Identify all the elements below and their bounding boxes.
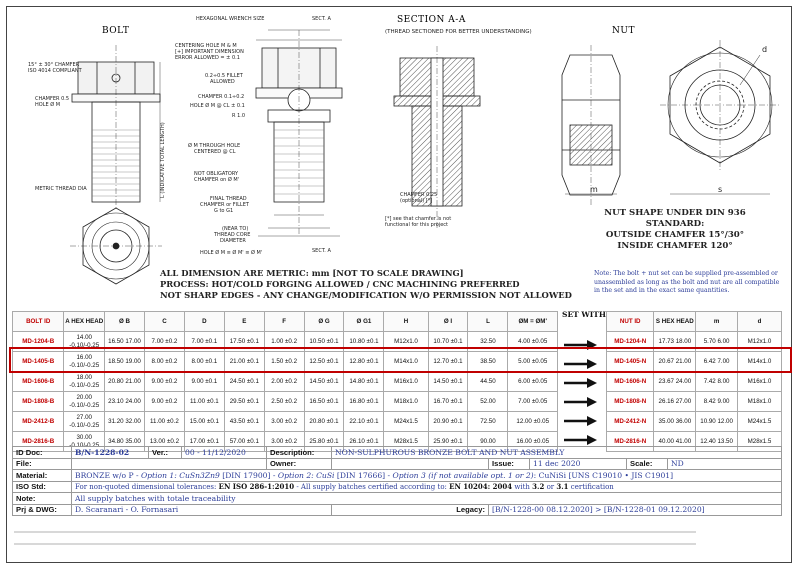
nut-id-cell: MD-1405-N bbox=[607, 352, 654, 372]
bolt-id-cell: MD-1405-B bbox=[13, 352, 64, 372]
bolt-table-cell: 24.50 ±0.1 bbox=[224, 372, 264, 392]
bolt-header-cell: Ø B bbox=[105, 312, 145, 332]
bolt-table-cell: 20.80 21.00 bbox=[105, 372, 145, 392]
sect-a-bottom-label: SECT. A bbox=[312, 248, 331, 254]
nut-table-cell: 8.42 9.00 bbox=[696, 392, 738, 412]
material-part: [DIN 17666] - bbox=[334, 470, 393, 480]
material-part: : CuNiSi [UNS C19010 • JIS C1901] bbox=[533, 470, 674, 480]
bolt-table-cell: 25.90 ±0.1 bbox=[428, 432, 468, 452]
bolt-table-cell: 18.00 -0.10/-0.25 bbox=[64, 372, 105, 392]
bolt-table-row bbox=[13, 412, 558, 432]
bolt-table-cell: 34.80 35.00 bbox=[105, 432, 145, 452]
note-edges: NOT SHARP EDGES - ANY CHANGE/MODIFICATION W/O PERMISSION NOT ALLOWED bbox=[160, 290, 572, 300]
bolt-table-cell: 26.10 ±0.1 bbox=[344, 432, 384, 452]
bolt-table-cell: 11.00 ±0.2 bbox=[144, 412, 184, 432]
nut-table-cell: M16x1.0 bbox=[737, 372, 781, 392]
material-value bbox=[72, 470, 782, 482]
centering-label: CENTERING HOLE M & M bbox=[175, 43, 237, 49]
nut-table-cell: 10.90 12.00 bbox=[696, 412, 738, 432]
chamfer025-label: CHAMFER 0.25 bbox=[400, 192, 438, 198]
iso-label: ISO Std: bbox=[13, 481, 72, 493]
legacy-value: [B/N-1228-00 08.12.2020] > [B/N-1228-01 09.12.2020] bbox=[489, 504, 782, 516]
bolt-table-cell: 8.00 ±0.2 bbox=[144, 352, 184, 372]
bolt-table-cell: M16x1.0 bbox=[384, 372, 428, 392]
bolt-table-cell: 44.50 bbox=[468, 372, 508, 392]
bolt-id-cell: MD-1204-B bbox=[13, 332, 64, 352]
chamfer05-label: CHAMFER 0.5 bbox=[35, 96, 70, 102]
bolt-table-cell: 72.50 bbox=[468, 412, 508, 432]
centered-label: CENTERED @ CL bbox=[194, 149, 236, 155]
bolt-table-header bbox=[13, 312, 558, 332]
bolt-table-cell: 2.50 ±0.2 bbox=[264, 392, 304, 412]
iso-part: 3.1 bbox=[556, 482, 569, 492]
bolt-header-cell: Ø G bbox=[304, 312, 344, 332]
bolt-table-cell: 16.70 ±0.1 bbox=[428, 392, 468, 412]
nut-side-view bbox=[562, 45, 620, 205]
bolt-table-cell: 11.00 ±0.1 bbox=[184, 392, 224, 412]
title-row-note bbox=[13, 493, 782, 505]
iso-part: certification bbox=[568, 483, 614, 492]
bolt-top-view bbox=[70, 208, 162, 284]
iso-part: 3.2 bbox=[532, 482, 545, 492]
dim-d-label: d bbox=[762, 45, 768, 54]
nut-shape-note bbox=[575, 208, 775, 252]
nut-table-header bbox=[607, 312, 782, 332]
bolt-table-cell: 1.50 ±0.2 bbox=[264, 352, 304, 372]
bolt-header-cell: H bbox=[384, 312, 428, 332]
diameter-label: DIAMETER bbox=[220, 238, 246, 244]
id-doc-value: B/N-1228-02 bbox=[72, 447, 149, 459]
bolt-table-cell: 7.00 ±0.2 bbox=[144, 332, 184, 352]
scale-value: ND bbox=[668, 458, 782, 470]
bolt-header-cell: D bbox=[184, 312, 224, 332]
bolt-table-cell: 9.00 ±0.2 bbox=[144, 392, 184, 412]
section-title: SECTION A-A bbox=[397, 15, 466, 25]
bolt-table-row bbox=[13, 372, 558, 392]
through-label: Ø M THROUGH HOLE bbox=[188, 143, 241, 149]
iso-part: EN ISO 286-1:2010 bbox=[218, 482, 295, 492]
iso-part: or bbox=[544, 483, 557, 492]
bolt-table-cell: 10.50 ±0.1 bbox=[304, 332, 344, 352]
right-arrow-icon bbox=[562, 411, 598, 421]
allowed-label: ALLOWED bbox=[210, 79, 235, 85]
bolt-id-cell: MD-2816-B bbox=[13, 432, 64, 452]
bolt-table-cell: 23.10 24.00 bbox=[105, 392, 145, 412]
optional-label: (optional) [*] bbox=[400, 198, 433, 204]
bolt-table-cell: 7.00 ±0.05 bbox=[508, 392, 558, 412]
nut-shape-line2: OUTSIDE CHAMFER 15°/30° bbox=[605, 230, 745, 240]
bolt-table-cell: 5.00 ±0.05 bbox=[508, 352, 558, 372]
nut-table-row bbox=[607, 412, 782, 432]
nut-table-cell: M14x1.0 bbox=[737, 352, 781, 372]
bolt-table-cell: 12.70 ±0.1 bbox=[428, 352, 468, 372]
iso-part: with bbox=[512, 483, 533, 492]
bolt-table-cell: 57.00 ±0.1 bbox=[224, 432, 264, 452]
note-metric: ALL DIMENSION ARE METRIC: mm [NOT TO SCALE DRAWING] bbox=[160, 268, 464, 278]
bolt-table-cell: 15.00 ±0.1 bbox=[184, 412, 224, 432]
bolt-table-cell: 2.00 ±0.2 bbox=[264, 372, 304, 392]
ver-label: Ver.: bbox=[149, 447, 182, 459]
material-part: Option 3 (if not available opt. 1 or 2) bbox=[392, 470, 534, 480]
highlighted-row-frame bbox=[9, 347, 792, 373]
bolt-table-cell: 90.00 bbox=[468, 432, 508, 452]
nut-table-cell: 23.67 24.00 bbox=[654, 372, 696, 392]
nut-table-cell: M28x1.5 bbox=[737, 432, 781, 452]
nut-shape-line1: NUT SHAPE UNDER DIN 936 STANDARD: bbox=[604, 208, 746, 229]
set-with-label: SET WITH bbox=[562, 310, 606, 319]
bolt-table-cell: 52.00 bbox=[468, 392, 508, 412]
thread-core-label: THREAD CORE bbox=[214, 232, 251, 238]
title-row-prj bbox=[13, 504, 782, 516]
bolt-table-cell: 8.00 ±0.1 bbox=[184, 352, 224, 372]
bolt-table-cell: 16.80 ±0.1 bbox=[344, 392, 384, 412]
nut-table-row bbox=[607, 372, 782, 392]
bolt-header-cell: L bbox=[468, 312, 508, 332]
fillet-label: 0.2÷0.5 FILLET bbox=[205, 73, 243, 79]
nut-shape-line3: INSIDE CHAMFER 120° bbox=[617, 241, 733, 251]
bolt-table-cell: 27.00 -0.10/-0.25 bbox=[64, 412, 105, 432]
bolt-table-cell: 30.00 -0.10/-0.25 bbox=[64, 432, 105, 452]
see-that-label: [*] see that chamfer is not bbox=[385, 216, 452, 222]
title-row-id bbox=[13, 447, 782, 459]
bolt-table-cell: 6.00 ±0.05 bbox=[508, 372, 558, 392]
nut-top-view bbox=[660, 40, 780, 194]
issue-value: 11 dec 2020 bbox=[530, 458, 627, 470]
nut-table-cell: 20.67 21.00 bbox=[654, 352, 696, 372]
nut-table-row bbox=[607, 392, 782, 412]
file-value bbox=[72, 458, 267, 470]
chamfer-fillet-label: CHAMFER or FILLET bbox=[200, 202, 249, 208]
nut-id-cell: MD-2816-N bbox=[607, 432, 654, 452]
bolt-table-cell: 16.50 17.00 bbox=[105, 332, 145, 352]
dim-s-label: s bbox=[718, 185, 723, 194]
nut-header-cell: NUT ID bbox=[607, 312, 654, 332]
scale-label: Scale: bbox=[627, 458, 668, 470]
note-value: All supply batches with totale traceability bbox=[72, 493, 782, 505]
bolt-table-cell: 14.80 ±0.1 bbox=[344, 372, 384, 392]
holeM-label: HOLE Ø M bbox=[35, 102, 61, 108]
bolt-id-cell: MD-1606-B bbox=[13, 372, 64, 392]
bolt-table-cell: 32.50 bbox=[468, 332, 508, 352]
material-part: Option 1: CuSn3Zn9 bbox=[140, 470, 220, 480]
iso-part: For non-quoted dimensional tolerances: bbox=[75, 483, 219, 492]
g-to-g1-label: G to G1 bbox=[214, 208, 234, 214]
nut-table-cell: M24x1.5 bbox=[737, 412, 781, 432]
right-arrow-icon bbox=[562, 335, 598, 345]
bolt-table-cell: 3.00 ±0.2 bbox=[264, 432, 304, 452]
hole-eq-label: HOLE Ø M ≡ Ø M' ≡ Ø M' bbox=[200, 250, 263, 256]
note-label: Note: bbox=[13, 493, 72, 505]
bolt-header-cell: BOLT ID bbox=[13, 312, 64, 332]
bolt-table-cell: 20.00 -0.10/-0.25 bbox=[64, 392, 105, 412]
material-part: [DIN 17900] - bbox=[219, 470, 278, 480]
file-label: File: bbox=[13, 458, 72, 470]
hole-cl-label: HOLE Ø M @ CL ± 0.1 bbox=[190, 103, 245, 109]
bolt-table-cell: 18.50 19.00 bbox=[105, 352, 145, 372]
bolt-table-cell: M28x1.5 bbox=[384, 432, 428, 452]
bolt-table bbox=[12, 311, 558, 452]
final-thread-label: FINAL THREAD bbox=[210, 196, 247, 202]
owner-value bbox=[332, 458, 489, 470]
material-part: BRONZE w/o P - bbox=[75, 470, 141, 480]
bolt-header-cell: A HEX HEAD bbox=[64, 312, 105, 332]
metric-thread-label: METRIC THREAD DIA bbox=[35, 186, 87, 192]
chamfer-small-label: CHAMFER 0.1÷0.2 bbox=[198, 94, 245, 100]
bolt-table-cell: 12.00 ±0.05 bbox=[508, 412, 558, 432]
nut-header-cell: m bbox=[696, 312, 738, 332]
nut-table-cell: 40.00 41.00 bbox=[654, 432, 696, 452]
bolt-table-cell: 12.80 ±0.1 bbox=[344, 352, 384, 372]
bolt-header-cell: E bbox=[224, 312, 264, 332]
desc-value: NON-SULPHUROUS BRONZE BOLT AND NUT ASSEMBLY bbox=[332, 447, 782, 459]
bolt-header-cell: C bbox=[144, 312, 184, 332]
bolt-table-cell: 12.50 ±0.1 bbox=[304, 352, 344, 372]
title-row-material bbox=[13, 470, 782, 482]
title-row-file bbox=[13, 458, 782, 470]
bolt-table-cell: 13.00 ±0.2 bbox=[144, 432, 184, 452]
bolt-table-cell: M24x1.5 bbox=[384, 412, 428, 432]
important-label: [+] IMPORTANT DIMENSION bbox=[175, 49, 244, 55]
note-process: PROCESS: HOT/COLD FORGING ALLOWED / CNC MACHINING PREFERRED bbox=[160, 279, 520, 289]
nut-id-cell: MD-1808-N bbox=[607, 392, 654, 412]
bolt-table-cell: M14x1.0 bbox=[384, 352, 428, 372]
bolt-header-cell: Ø G1 bbox=[344, 312, 384, 332]
bolt-table-cell: 38.50 bbox=[468, 352, 508, 372]
iso-part: - All supply batches certified according to: bbox=[294, 483, 450, 492]
bolt-table-cell: 14.00 -0.10/-0.25 bbox=[64, 332, 105, 352]
bolt-table-cell: 25.80 ±0.1 bbox=[304, 432, 344, 452]
bolt-header-cell: Ø I bbox=[428, 312, 468, 332]
owner-label: Owner: bbox=[267, 458, 332, 470]
bolt-table-cell: 9.00 ±0.2 bbox=[144, 372, 184, 392]
bolt-table-cell: 20.90 ±0.1 bbox=[428, 412, 468, 432]
bolt-table-cell: 21.00 ±0.1 bbox=[224, 352, 264, 372]
ver-value: 00 - 11/12/2020 bbox=[182, 447, 267, 459]
near-to-label: (NEAR TO) bbox=[222, 226, 249, 232]
nut-table-cell: 12.40 13.50 bbox=[696, 432, 738, 452]
prj-label: Prj & DWG: bbox=[13, 504, 72, 516]
bolt-table-row bbox=[13, 392, 558, 412]
bolt-table-cell: 31.20 32.00 bbox=[105, 412, 145, 432]
bolt-table-cell: 16.00 -0.10/-0.25 bbox=[64, 352, 105, 372]
bolt-id-cell: MD-1808-B bbox=[13, 392, 64, 412]
right-arrow-icon bbox=[562, 430, 598, 440]
right-arrow-icon bbox=[562, 392, 598, 402]
not-oblig-label: NOT OBLIGATORY bbox=[194, 171, 239, 177]
bolt-table-cell: 22.10 ±0.1 bbox=[344, 412, 384, 432]
title-block bbox=[12, 446, 782, 516]
prj-value: D. Scaranari - O. Fornasari bbox=[72, 504, 332, 516]
bolt-table-cell: 7.00 ±0.1 bbox=[184, 332, 224, 352]
dim-m-label: m bbox=[590, 185, 598, 194]
nut-id-cell: MD-2412-N bbox=[607, 412, 654, 432]
nut-header-cell: S HEX HEAD bbox=[654, 312, 696, 332]
legacy-label: Legacy: bbox=[332, 504, 489, 516]
nut-id-cell: MD-1204-N bbox=[607, 332, 654, 352]
bolt-table-cell: 16.50 ±0.1 bbox=[304, 392, 344, 412]
material-label: Material: bbox=[13, 470, 72, 482]
signature-lines bbox=[0, 520, 800, 550]
hex-wrench-label: HEXAGONAL WRENCH SIZE bbox=[196, 16, 265, 22]
nut-table-cell: 17.73 18.00 bbox=[654, 332, 696, 352]
bolt-header-cell: ØM = ØM' bbox=[508, 312, 558, 332]
bolt-title: BOLT bbox=[102, 26, 130, 36]
nut-table-cell: 26.16 27.00 bbox=[654, 392, 696, 412]
bolt-id-cell: MD-2412-B bbox=[13, 412, 64, 432]
nut-table-cell: 6.42 7.00 bbox=[696, 352, 738, 372]
bolt-detail-view bbox=[256, 30, 342, 236]
bolt-table-cell: 17.50 ±0.1 bbox=[224, 332, 264, 352]
bolt-table-cell: 14.50 ±0.1 bbox=[428, 372, 468, 392]
id-doc-label: ID Doc: bbox=[13, 447, 72, 459]
iso-value bbox=[72, 481, 782, 493]
bolt-table-cell: M18x1.0 bbox=[384, 392, 428, 412]
nut-id-cell: MD-1606-N bbox=[607, 372, 654, 392]
nut-header-cell: d bbox=[737, 312, 781, 332]
bolt-table-cell: 29.50 ±0.1 bbox=[224, 392, 264, 412]
iso-part: EN 10204: 2004 bbox=[449, 482, 513, 492]
nut-table-cell: M18x1.0 bbox=[737, 392, 781, 412]
title-row-iso bbox=[13, 481, 782, 493]
nut-title: NUT bbox=[612, 26, 635, 36]
nut-table bbox=[606, 311, 782, 452]
indicative-length-label: L (INDICATIVE TOTAL LENGTH) bbox=[160, 122, 166, 198]
issue-label: Issue: bbox=[489, 458, 530, 470]
functional-label: functional for this project bbox=[385, 222, 448, 228]
bolt-table-cell: 16.00 ±0.05 bbox=[508, 432, 558, 452]
bolt-table-cell: M12x1.0 bbox=[384, 332, 428, 352]
bolt-table-cell: 14.50 ±0.1 bbox=[304, 372, 344, 392]
nut-table-cell: 5.70 6.00 bbox=[696, 332, 738, 352]
bolt-table-cell: 10.80 ±0.1 bbox=[344, 332, 384, 352]
bolt-table-cell: 20.80 ±0.1 bbox=[304, 412, 344, 432]
r-label: R 1.0 bbox=[232, 113, 246, 119]
bolt-table-cell: 3.00 ±0.2 bbox=[264, 412, 304, 432]
bolt-table-cell: 10.70 ±0.1 bbox=[428, 332, 468, 352]
section-subtitle: (THREAD SECTIONED FOR BETTER UNDERSTANDING) bbox=[385, 29, 532, 35]
bolt-header-cell: F bbox=[264, 312, 304, 332]
sect-a-top-label: SECT. A bbox=[312, 16, 331, 22]
bolt-table-cell: 43.50 ±0.1 bbox=[224, 412, 264, 432]
bolt-table-cell: 9.00 ±0.1 bbox=[184, 372, 224, 392]
bolt-table-cell: 1.00 ±0.2 bbox=[264, 332, 304, 352]
material-part: Option 2: CuSi bbox=[277, 470, 335, 480]
nut-table-cell: 35.00 36.00 bbox=[654, 412, 696, 432]
assembly-note: Note: The bolt + nut set can be supplied pre-assembled or unassembled as long as the bolt and nut are all compatible in the set and in the exact same quantities. bbox=[594, 270, 780, 295]
chamfer15-label: 15° ± 30° CHAMFER bbox=[28, 62, 80, 68]
right-arrow-icon bbox=[562, 373, 598, 383]
bolt-table-cell: 17.00 ±0.1 bbox=[184, 432, 224, 452]
error-label: ERROR ALLOWED = ± 0.1 bbox=[175, 55, 240, 61]
nut-table-cell: 7.42 8.00 bbox=[696, 372, 738, 392]
bolt-table-cell: 4.00 ±0.05 bbox=[508, 332, 558, 352]
chamfer-on-label: CHAMFER on Ø M' bbox=[194, 177, 240, 183]
iso4014-label: ISO 4014 COMPLIANT bbox=[28, 68, 82, 74]
nut-table-cell: M12x1.0 bbox=[737, 332, 781, 352]
desc-label: Description: bbox=[267, 447, 332, 459]
